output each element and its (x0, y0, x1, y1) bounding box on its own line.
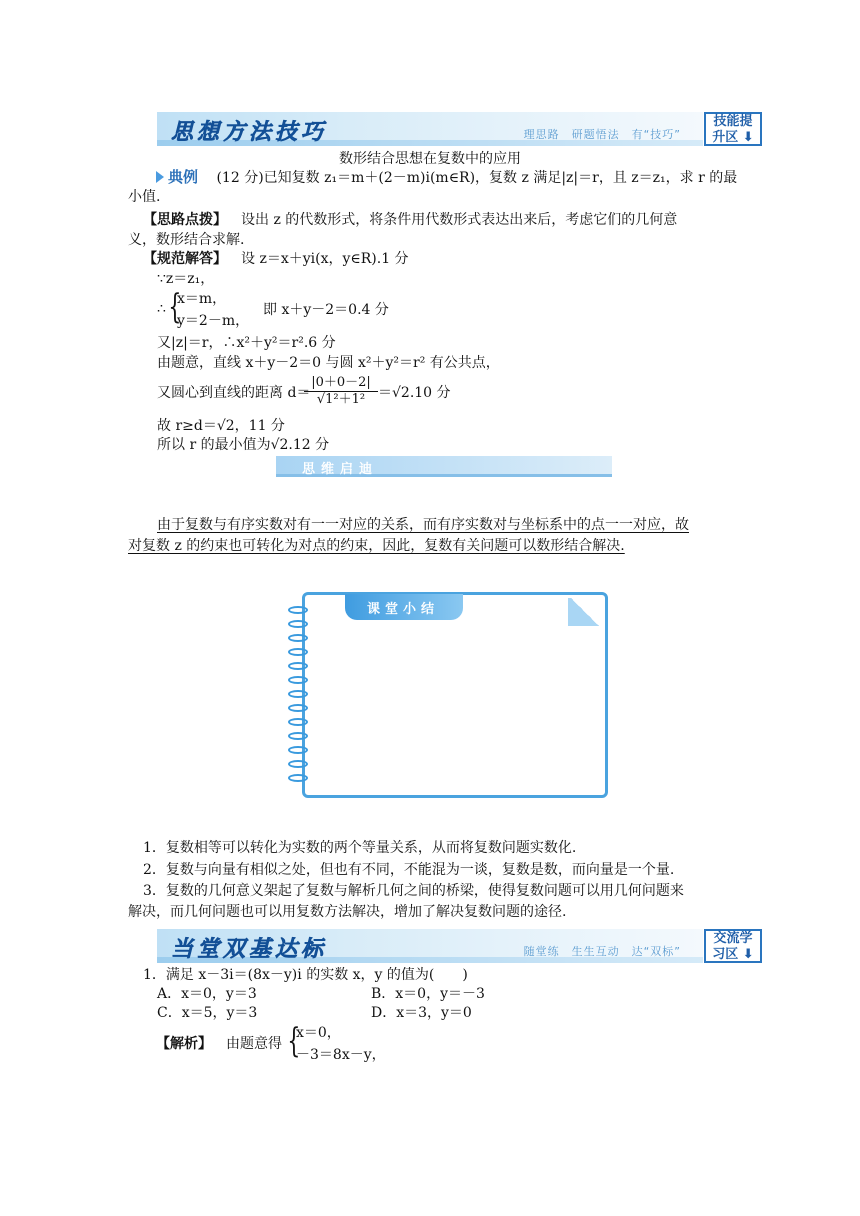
summary-item-1: 1．复数相等可以转化为实数的两个等量关系，从而将复数问题实数化. (143, 840, 577, 856)
solution-line-1: 【规范解答】 设 z＝x＋yi(x，y∈R).1 分 (143, 251, 409, 267)
idea-line-2: 义，数形结合求解. (128, 232, 245, 248)
analysis-line: 【解析】 由题意得 (156, 1036, 282, 1052)
section-title: 数形结合思想在复数中的应用 (339, 151, 521, 167)
solution-line-min: 所以 r 的最小值为√2.12 分 (157, 437, 330, 453)
exchange-study-tab[interactable]: 交流学 习区 ⬇ (704, 929, 762, 963)
banner-tagline: 随堂练 生生互动 达“双标” (523, 945, 681, 958)
system-eq-a: x＝m， (177, 291, 227, 307)
distance-fraction (304, 375, 378, 408)
fraction-denominator: √1²＋1² (316, 392, 366, 407)
example-badge: 典例 (156, 168, 198, 186)
idea-line-1: 【思路点拨】 设出 z 的代数形式，将条件用代数形式表达出来后，考虑它们的几何意 (143, 212, 678, 228)
analysis-eq-b: －3＝8x－y， (296, 1047, 386, 1063)
solution-line-r: 又|z|＝r，∴x²＋y²＝r².6 分 (157, 335, 336, 351)
thinking-bar: 思维启迪 (276, 456, 612, 477)
banner-title: 思想方法技巧 (171, 120, 328, 145)
notebook-page (302, 592, 608, 798)
banner-tagline: 理思路 研题悟法 有“技巧” (523, 128, 681, 141)
notebook-tab: 课堂小结 (345, 594, 463, 620)
section-banner-methods (157, 112, 703, 146)
example-problem-cont: 小值. (128, 189, 161, 205)
class-summary-notebook (282, 592, 612, 802)
section-banner-practice (157, 929, 703, 963)
system-result: 即 x＋y－2＝0.4 分 (263, 302, 389, 318)
analysis-eq-a: x＝0， (296, 1025, 341, 1041)
distance-result: ＝√2.10 分 (378, 385, 451, 401)
summary-item-3: 3．复数的几何意义架起了复数与解析几何之间的桥梁，使得复数问题可以用几何问题来 (143, 883, 684, 899)
option-b[interactable]: B．x＝0，y＝－3 (371, 986, 485, 1002)
solution-line-common: 由题意，直线 x＋y－2＝0 与圆 x²＋y²＝r² 有公共点， (157, 355, 500, 371)
distance-prefix: 又圆心到直线的距离 d＝ (157, 385, 311, 401)
thinking-line-2: 对复数 z 的约束也可转化为对点的约束，因此，复数有关问题可以数形结合解决. (128, 538, 625, 554)
option-d[interactable]: D．x＝3，y＝0 (371, 1005, 472, 1021)
brace-symbol: { (168, 287, 182, 327)
option-c[interactable]: C．x＝5，y＝3 (157, 1005, 258, 1021)
solution-line-ge: 故 r≥d＝√2，11 分 (157, 418, 285, 434)
banner-title: 当堂双基达标 (171, 937, 328, 962)
solution-line-2: ∵z＝z₁， (157, 271, 215, 287)
option-a[interactable]: A．x＝0，y＝3 (157, 986, 257, 1002)
skill-upgrade-tab[interactable]: 技能提 升区 ⬇ (704, 112, 762, 146)
example-problem: 典例 (12 分)已知复数 z₁＝m＋(2－m)i(m∈R)，复数 z 满足|z|＝r，且 z＝z₁，求 r 的最 (156, 168, 737, 187)
brace-symbol: { (287, 1021, 301, 1061)
fraction-numerator: |0＋0－2| (304, 375, 378, 392)
summary-item-3-cont: 解决，而几何问题也可以用复数方法解决，增加了解决复数问题的途径. (128, 904, 567, 920)
page-curl-icon (568, 598, 602, 626)
summary-item-2: 2．复数与向量有相似之处，但也有不同，不能混为一谈，复数是数，而向量是一个量. (143, 862, 675, 878)
spiral-ring-icon (288, 606, 308, 614)
play-icon (156, 171, 164, 183)
therefore-symbol: ∴ (157, 301, 166, 317)
thinking-line-1: 由于复数与有序实数对有一一对应的关系，而有序实数对与坐标系中的点一一对应，故 (157, 517, 689, 533)
exercise-question: 1．满足 x－3i＝(8x－y)i 的实数 x，y 的值为( ) (143, 967, 468, 983)
system-eq-b: y＝2－m， (177, 313, 250, 329)
